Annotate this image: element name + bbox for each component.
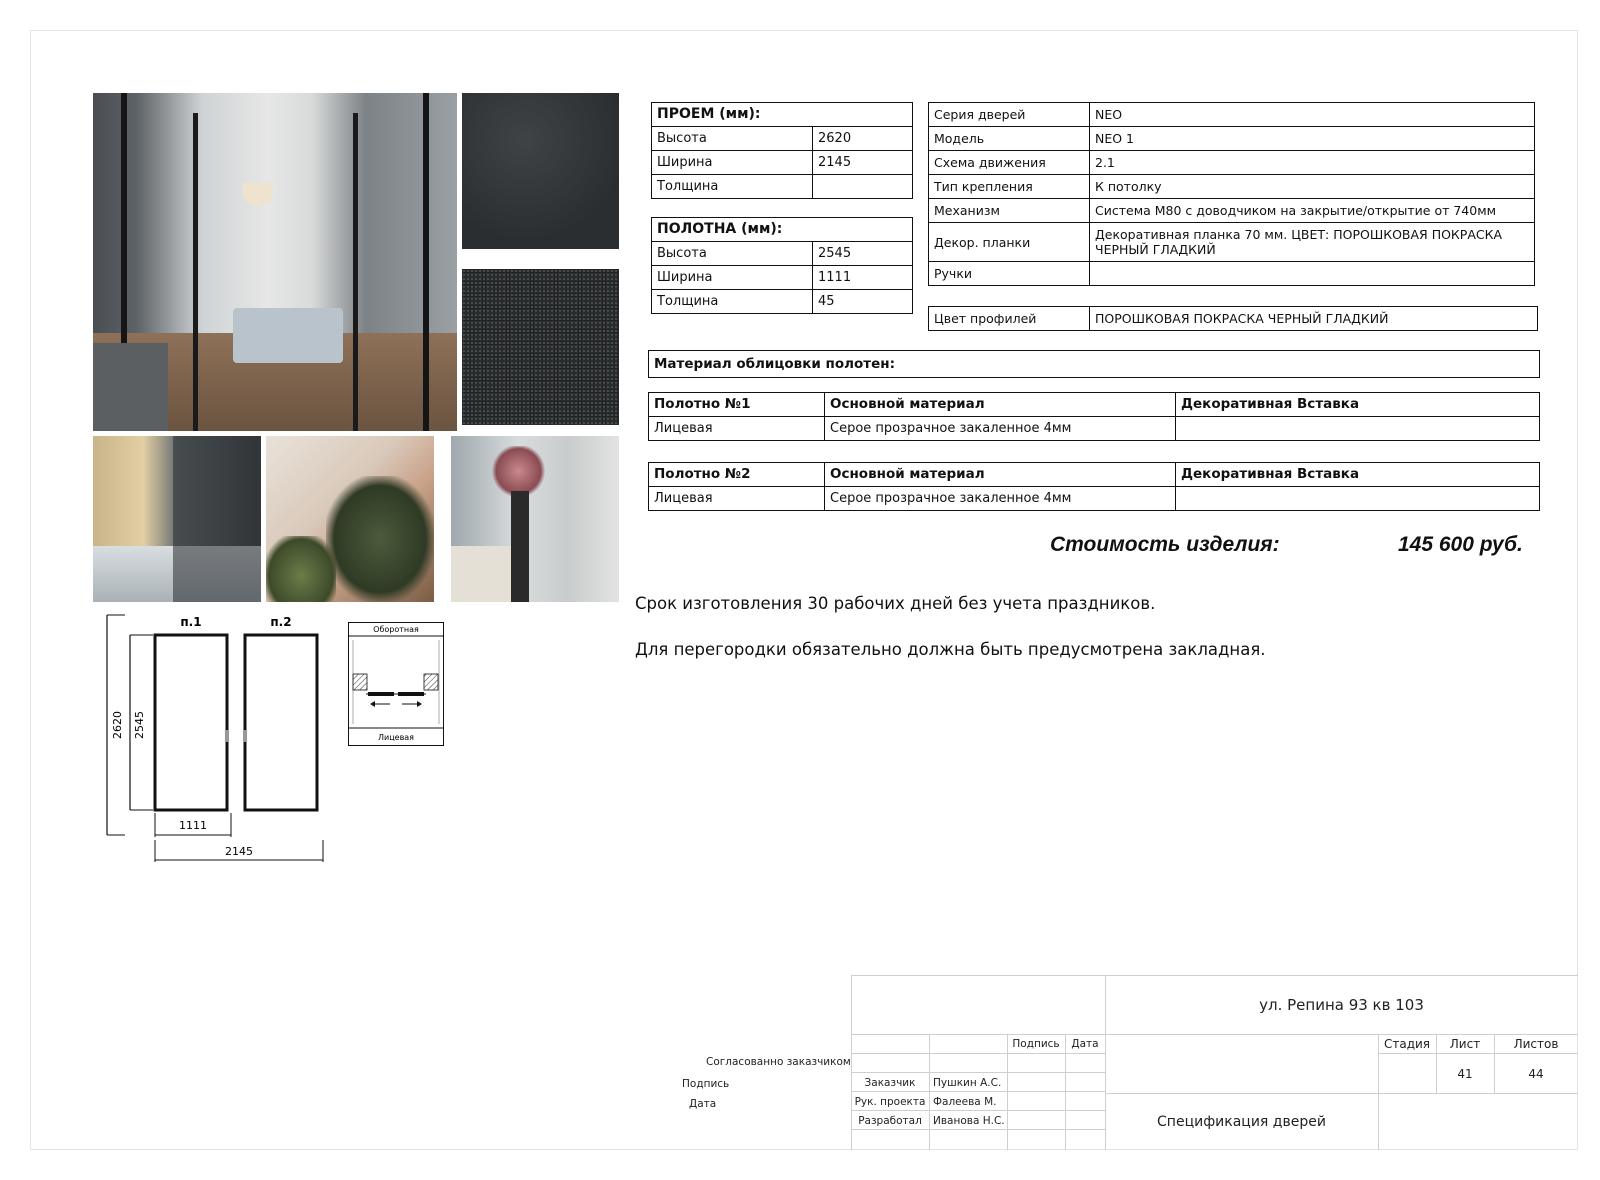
scheme-back-label: Оборотная: [373, 625, 419, 634]
embedded-part-note: Для перегородки обязательно должна быть предусмотрена закладная.: [635, 640, 1266, 659]
dim-opening-width: 2145: [225, 845, 253, 858]
tb-name-manager: Фалеева М.: [933, 1096, 997, 1108]
door-series-value: NEO: [1090, 103, 1535, 127]
panel-width-label: Ширина: [652, 266, 813, 290]
tb-role-developer: Разработал: [858, 1115, 922, 1127]
panel2-handle: [243, 730, 247, 742]
texture-grain-swatch: [462, 269, 619, 425]
price-value: 145 600 руб.: [1398, 533, 1523, 556]
profile-color-label: Цвет профилей: [929, 307, 1090, 331]
panel2-decor-header: Декоративная Вставка: [1176, 463, 1540, 487]
panel2-name: Полотно №2: [649, 463, 825, 487]
door-series-label: Серия дверей: [929, 103, 1090, 127]
door-scheme-label: Схема движения: [929, 151, 1090, 175]
panel2-main: Серое прозрачное закаленное 4мм: [825, 487, 1176, 511]
opening-width-value: 2145: [813, 151, 913, 175]
tb-sheet-number: 41: [1457, 1067, 1473, 1081]
door-mount-value: К потолку: [1090, 175, 1535, 199]
wall-left: [353, 674, 367, 690]
tb-sign-header: Подпись: [1012, 1038, 1060, 1050]
tb-date-header: Дата: [1071, 1038, 1099, 1050]
tb-stage-header: Стадия: [1383, 1037, 1431, 1051]
panel-height-label: Высота: [652, 242, 813, 266]
dim-panel-width: 1111: [179, 819, 207, 832]
panel2-side: Лицевая: [649, 487, 825, 511]
interior-photo: [93, 93, 457, 431]
opening-height-value: 2620: [813, 127, 913, 151]
tb-name-customer: Пушкин А.С.: [933, 1077, 1002, 1089]
tb-approved-date: Дата: [689, 1098, 717, 1110]
tb-approved-sign: Подпись: [682, 1078, 730, 1090]
tb-doc-title: Спецификация дверей: [1157, 1114, 1326, 1130]
door-spec-table: [928, 102, 1535, 286]
flowers-photo: [451, 436, 619, 602]
movement-scheme: [348, 622, 444, 746]
opening-thickness-value: [813, 175, 913, 199]
dining-photo: [93, 436, 261, 602]
panel-height-value: 2545: [813, 242, 913, 266]
door-model-label: Модель: [929, 127, 1090, 151]
panel1-name: Полотно №1: [649, 393, 825, 417]
tb-name-developer: Иванова Н.С.: [933, 1115, 1005, 1127]
panel1-main-header: Основной материал: [825, 393, 1176, 417]
stairs-plants-photo: [266, 436, 434, 602]
panel-thickness-label: Толщина: [652, 290, 813, 314]
panel-width-value: 1111: [813, 266, 913, 290]
door-panel-1: [155, 635, 227, 810]
tb-address: ул. Репина 93 кв 103: [1259, 996, 1424, 1014]
door-decor-value: Декоративная планка 70 мм. ЦВЕТ: ПОРОШКОВАЯ ПОКРАСКА ЧЕРНЫЙ ГЛАДКИЙ: [1090, 223, 1535, 262]
panel1-decor: [1176, 417, 1540, 441]
opening-width-label: Ширина: [652, 151, 813, 175]
tb-sheets-header: Листов: [1513, 1037, 1559, 1051]
door-panel-2: [245, 635, 317, 810]
panel-title: ПОЛОТНА (мм):: [652, 218, 913, 242]
panel-thickness-value: 45: [813, 290, 913, 314]
door-mechanism-label: Механизм: [929, 199, 1090, 223]
opening-title: ПРОЕМ (мм):: [652, 103, 913, 127]
profile-color-table: [928, 306, 1538, 331]
material-title: Материал облицовки полотен:: [649, 351, 1540, 378]
panel2-label: п.2: [270, 615, 292, 629]
scheme-leaf-2: [398, 692, 424, 696]
tb-sheets-total: 44: [1528, 1067, 1544, 1081]
scheme-leaf-1: [368, 692, 394, 696]
wall-right: [424, 674, 438, 690]
panel1-side: Лицевая: [649, 417, 825, 441]
dim-panel-height: 2545: [133, 711, 146, 739]
opening-height-label: Высота: [652, 127, 813, 151]
tb-role-customer: Заказчик: [864, 1077, 916, 1089]
door-scheme-value: 2.1: [1090, 151, 1535, 175]
panel2-main-header: Основной материал: [825, 463, 1176, 487]
door-decor-label: Декор. планки: [929, 223, 1090, 262]
profile-color-value: ПОРОШКОВАЯ ПОКРАСКА ЧЕРНЫЙ ГЛАДКИЙ: [1090, 307, 1538, 331]
panel1-label: п.1: [180, 615, 202, 629]
tb-approved-label: Согласованно заказчиком: [706, 1056, 851, 1068]
panel2-decor: [1176, 487, 1540, 511]
panel-table: [651, 217, 913, 314]
price-label: Стоимость изделия:: [1050, 533, 1280, 556]
opening-thickness-label: Толщина: [652, 175, 813, 199]
texture-smooth-swatch: [462, 93, 619, 249]
door-handles-value: [1090, 262, 1535, 286]
door-model-value: NEO 1: [1090, 127, 1535, 151]
production-term-note: Срок изготовления 30 рабочих дней без учета праздников.: [635, 594, 1156, 613]
material-title-box: [648, 350, 1540, 378]
dim-opening-height: 2620: [111, 711, 124, 739]
door-mount-label: Тип крепления: [929, 175, 1090, 199]
panel1-handle: [225, 730, 229, 742]
panel2-material-table: [648, 462, 1540, 511]
panel1-main: Серое прозрачное закаленное 4мм: [825, 417, 1176, 441]
opening-table: [651, 102, 913, 199]
door-mechanism-value: Система М80 с доводчиком на закрытие/открытие от 740мм: [1090, 199, 1535, 223]
door-handles-label: Ручки: [929, 262, 1090, 286]
panel1-decor-header: Декоративная Вставка: [1176, 393, 1540, 417]
scheme-front-label: Лицевая: [377, 733, 415, 742]
panel1-material-table: [648, 392, 1540, 441]
tb-sheet-header: Лист: [1449, 1037, 1481, 1051]
tb-role-manager: Рук. проекта: [854, 1096, 926, 1108]
